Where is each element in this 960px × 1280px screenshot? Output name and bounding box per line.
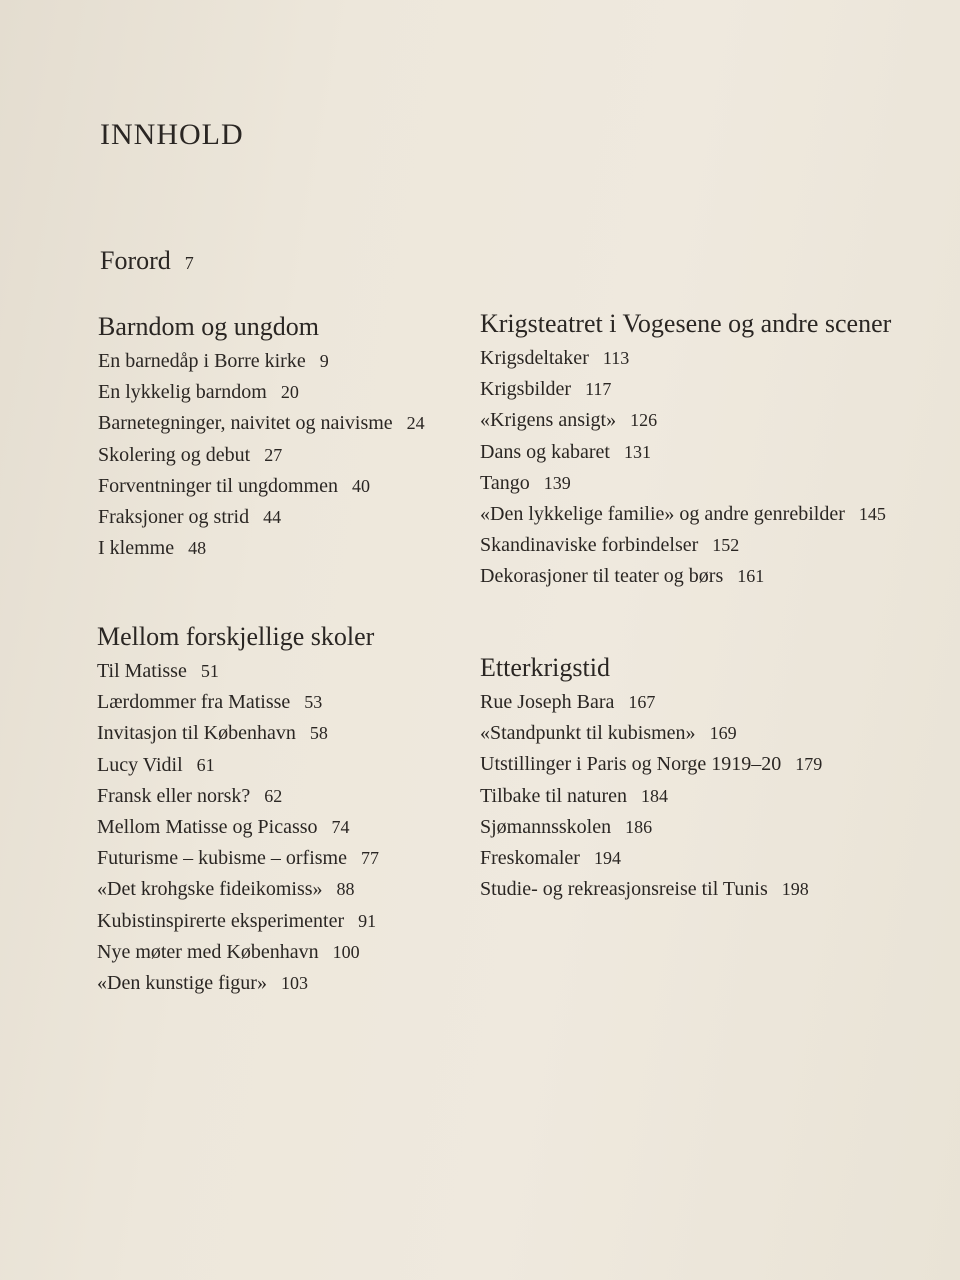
toc-entry <box>98 502 425 533</box>
entry-title: Lucy Vidil <box>97 753 183 776</box>
entry-page-number: 77 <box>360 848 379 869</box>
entry-page-number: 53 <box>304 692 323 713</box>
section-entries <box>98 346 425 564</box>
entry-page-number: 40 <box>351 475 370 496</box>
entry-title: Kubistinspirerte eksperimenter <box>97 909 345 932</box>
entry-title: «Det krohgske fideikomiss» <box>97 878 323 901</box>
entry-title: «Den kunstige figur» <box>97 972 267 995</box>
section-heading: Barndom og ungdom <box>98 312 319 341</box>
entry-page-number: 88 <box>336 879 355 900</box>
toc-entry <box>480 781 822 812</box>
entry-page-number: 145 <box>858 504 886 525</box>
entry-page-number: 48 <box>188 538 207 559</box>
entry-title: Forventninger til ungdommen <box>98 474 338 497</box>
entry-page-number: 51 <box>200 661 219 681</box>
toc-entry <box>480 687 822 718</box>
toc-section <box>480 307 891 593</box>
entry-title: «Den lykkelige familie» og andre genrebilder <box>480 503 845 526</box>
entry-page-number: 113 <box>602 348 630 368</box>
section-heading: Mellom forskjellige skoler <box>97 622 375 651</box>
entry-title: En lykkelig barndom <box>98 381 267 404</box>
toc-entry <box>480 437 891 468</box>
entry-page-number: 194 <box>593 848 621 869</box>
toc-section <box>97 620 379 999</box>
toc-entry <box>480 874 822 905</box>
section-entries <box>480 687 822 905</box>
entry-title: Fraksjoner og strid <box>98 506 250 529</box>
entry-title: Dans og kabaret <box>480 440 610 463</box>
entry-title: I klemme <box>98 537 175 560</box>
entry-page-number: 186 <box>625 816 653 837</box>
entry-page-number: 117 <box>585 379 612 400</box>
toc-entry <box>97 750 379 781</box>
entry-title: «Krigens ansigt» <box>480 409 617 432</box>
section-heading: Etterkrigstid <box>480 653 610 682</box>
toc-entry <box>97 906 379 937</box>
toc-entry <box>97 656 379 687</box>
entry-page-number: 198 <box>781 879 809 900</box>
entry-page-number: 20 <box>280 382 299 403</box>
entry-title: Rue Joseph Bara <box>480 691 615 713</box>
toc-entry <box>480 499 891 530</box>
section-entries <box>480 343 891 593</box>
foreword-label: Forord <box>100 246 171 275</box>
toc-entry <box>97 937 379 968</box>
toc-entry <box>98 408 425 439</box>
entry-title: Dekorasjoner til teater og børs <box>480 565 724 588</box>
entry-page-number: 131 <box>623 441 651 462</box>
page-title: INNHOLD <box>100 118 244 151</box>
toc-entry <box>480 718 822 749</box>
toc-entry <box>480 405 891 436</box>
entry-title: Studie- og rekreasjonsreise til Tunis <box>480 878 768 901</box>
entry-page-number: 58 <box>309 723 328 744</box>
entry-title: Skolering og debut <box>98 443 251 466</box>
toc-entry <box>480 530 891 561</box>
foreword-entry <box>100 246 194 276</box>
entry-page-number: 103 <box>280 973 308 994</box>
toc-entry <box>480 468 891 499</box>
entry-title: Fransk eller norsk? <box>97 784 251 807</box>
toc-entry <box>480 343 891 374</box>
entry-title: Skandinaviske forbindelser <box>480 534 699 557</box>
entry-page-number: 179 <box>795 754 823 775</box>
entry-page-number: 161 <box>737 566 765 587</box>
entry-page-number: 152 <box>712 535 740 556</box>
entry-title: Tango <box>480 471 530 494</box>
entry-page-number: 74 <box>331 817 350 838</box>
entry-page-number: 184 <box>641 785 669 806</box>
toc-entry <box>98 533 425 564</box>
entry-page-number: 100 <box>332 941 360 962</box>
entry-title: En barnedåp i Borre kirke <box>98 350 306 372</box>
entry-title: Invitasjon til København <box>97 722 296 745</box>
foreword-page-number: 7 <box>184 253 194 273</box>
entry-title: «Standpunkt til kubismen» <box>480 722 696 745</box>
entry-title: Freskomaler <box>480 847 580 870</box>
entry-page-number: 27 <box>264 444 283 465</box>
entry-title: Tilbake til naturen <box>480 784 628 807</box>
toc-entry <box>97 718 379 749</box>
entry-page-number: 169 <box>709 723 737 744</box>
section-heading: Krigsteatret i Vogesene og andre scener <box>480 309 892 338</box>
toc-entry <box>480 812 822 843</box>
toc-entry <box>98 471 425 502</box>
entry-title: Futurisme – kubisme – orfisme <box>97 847 347 870</box>
entry-title: Sjømannsskolen <box>480 815 612 838</box>
entry-page-number: 167 <box>628 692 656 712</box>
entry-page-number: 44 <box>263 507 282 528</box>
toc-entry <box>98 440 425 471</box>
entry-title: Barnetegninger, naivitet og naivisme <box>98 412 393 435</box>
toc-entry <box>98 346 425 377</box>
entry-page-number: 139 <box>543 472 571 493</box>
entry-page-number: 61 <box>196 754 215 775</box>
toc-entry <box>97 812 379 843</box>
toc-entry <box>97 968 379 999</box>
entry-page-number: 62 <box>264 785 283 806</box>
entry-page-number: 126 <box>630 410 658 431</box>
toc-entry <box>480 749 822 780</box>
entry-title: Til Matisse <box>97 660 187 682</box>
toc-entry <box>97 687 379 718</box>
entry-title: Mellom Matisse og Picasso <box>97 816 318 839</box>
entry-title: Krigsbilder <box>480 378 572 401</box>
entry-page-number: 24 <box>406 413 425 434</box>
toc-entry <box>97 874 379 905</box>
toc-entry <box>97 781 379 812</box>
entry-title: Nye møter med København <box>97 940 319 963</box>
toc-entry <box>480 843 822 874</box>
toc-section <box>480 651 822 905</box>
entry-title: Lærdommer fra Matisse <box>97 691 291 714</box>
entry-page-number: 91 <box>358 910 377 931</box>
toc-entry <box>480 561 891 592</box>
toc-entry <box>480 374 891 405</box>
toc-entry <box>98 377 425 408</box>
entry-page-number: 9 <box>319 351 329 371</box>
entry-title: Utstillinger i Paris og Norge 1919–20 <box>480 753 782 776</box>
section-entries <box>97 656 379 999</box>
toc-section <box>98 310 425 564</box>
toc-entry <box>97 843 379 874</box>
entry-title: Krigsdeltaker <box>480 347 589 369</box>
